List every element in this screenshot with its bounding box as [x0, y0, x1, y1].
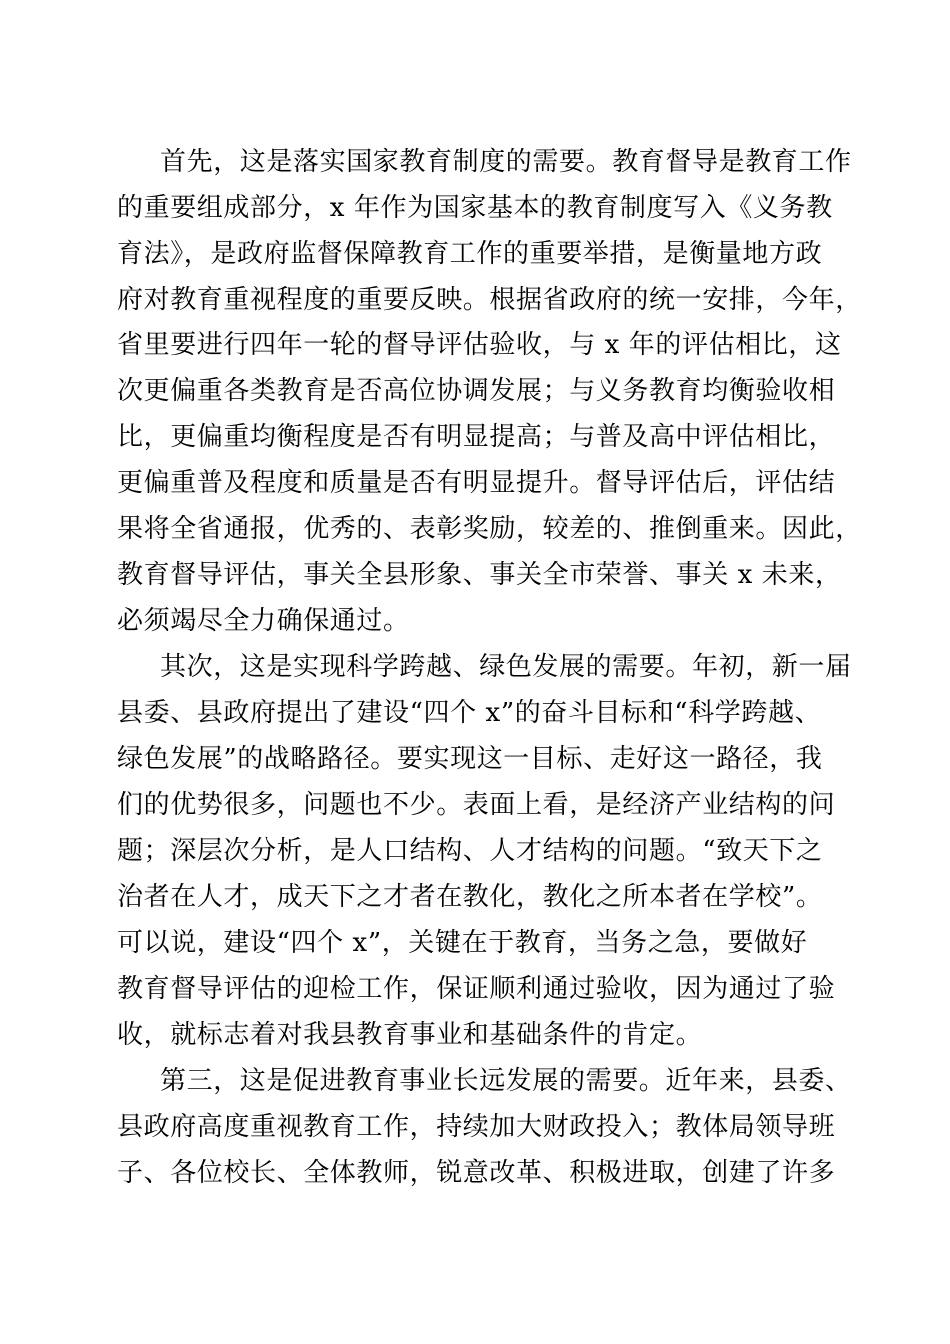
paragraph-1-line-6: 次更偏重各类教育是否高位协调发展；与义务教育均衡验收相: [117, 376, 836, 406]
paragraph-2-line-8: 教育督导评估的迎检工作，保证顺利通过验收，因为通过了验: [117, 974, 836, 1004]
paragraph-2-line-3: 绿色发展”的战略路径。要实现这一目标、走好这一路径，我: [117, 744, 823, 774]
paragraph-1-line-7: 比，更偏重均衡程度是否有明显提高；与普及高中评估相比，: [117, 422, 836, 452]
paragraph-1-line-8: 更偏重普及程度和质量是否有明显提升。督导评估后，评估结: [117, 468, 836, 498]
paragraph-2-line-6: 治者在人才，成天下之才者在教化，教化之所本者在学校”。: [117, 882, 823, 912]
paragraph-3-line-2: 县政府高度重视教育工作，持续加大财政投入；教体局领导班: [117, 1112, 836, 1142]
paragraph-1-line-10: 教育督导评估，事关全县形象、事关全市荣誉、事关 x 未来，: [117, 560, 842, 590]
paragraph-2-line-2: 县委、县政府提出了建设“四个 x”的奋斗目标和“科学跨越、: [117, 698, 822, 728]
paragraph-3-line-1: 第三，这是促进教育事业长远发展的需要。近年来，县委、: [160, 1066, 852, 1096]
paragraph-1-line-11: 必须竭尽全力确保通过。: [117, 606, 410, 636]
paragraph-2-line-1: 其次，这是实现科学跨越、绿色发展的需要。年初，新一届: [160, 652, 852, 682]
paragraph-3-line-3: 子、各位校长、全体教师，锐意改革、积极进取，创建了许多: [117, 1158, 836, 1188]
paragraph-2-line-7: 可以说，建设“四个 x”，关键在于教育，当务之急，要做好: [117, 928, 808, 958]
paragraph-1-line-5: 省里要进行四年一轮的督导评估验收，与 x 年的评估相比，这: [117, 330, 842, 360]
paragraph-1-line-2: 的重要组成部分，x 年作为国家基本的教育制度写入《义务教: [117, 193, 833, 223]
paragraph-2-line-4: 们的优势很多，问题也不少。表面上看，是经济产业结构的问: [117, 790, 836, 820]
paragraph-1-line-3: 育法》，是政府监督保障教育工作的重要举措，是衡量地方政: [117, 239, 823, 269]
paragraph-1-line-9: 果将全省通报，优秀的、表彰奖励，较差的、推倒重来。因此，: [117, 514, 862, 544]
paragraph-1-line-1: 首先，这是落实国家教育制度的需要。教育督导是教育工作: [160, 147, 852, 177]
paragraph-2-line-5: 题；深层次分析，是人口结构、人才结构的问题。“致天下之: [117, 836, 823, 866]
paragraph-1-line-4: 府对教育重视程度的重要反映。根据省政府的统一安排，今年，: [117, 285, 862, 315]
paragraph-2-line-9: 收，就标志着对我县教育事业和基础条件的肯定。: [117, 1020, 703, 1050]
